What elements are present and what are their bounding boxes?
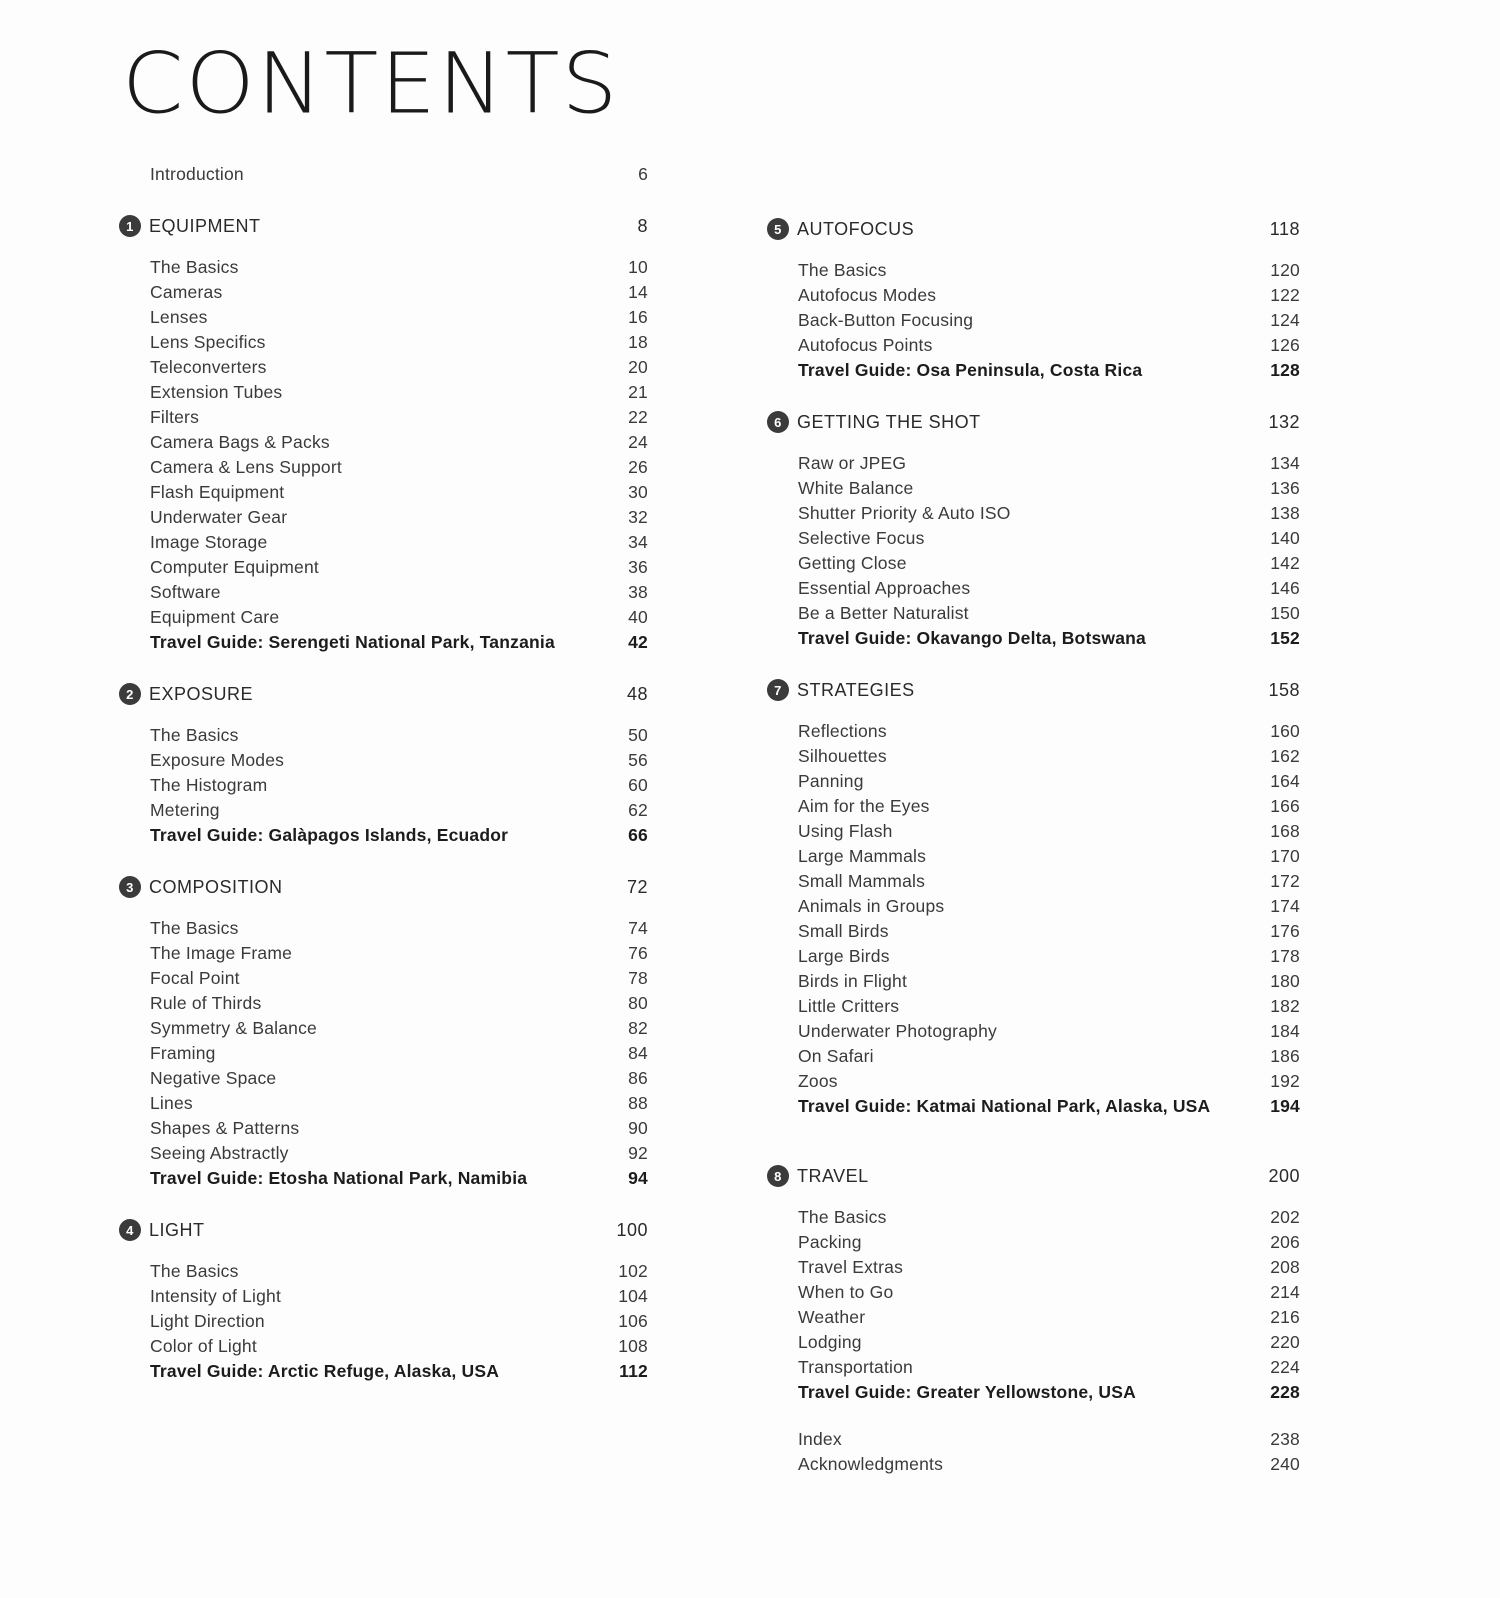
travel-guide-entry[interactable] — [766, 628, 1300, 653]
toc-entry[interactable] — [766, 771, 1300, 796]
entry-title: Shutter Priority & Auto ISO — [798, 503, 1011, 523]
toc-entry[interactable] — [766, 478, 1300, 503]
travel-guide-entry[interactable] — [766, 1382, 1300, 1407]
entry-title: Panning — [798, 771, 864, 791]
toc-entry[interactable] — [766, 1357, 1300, 1382]
toc-entry[interactable] — [766, 871, 1300, 896]
entry-page: 194 — [1270, 1096, 1300, 1116]
entry-title: Light Direction — [150, 1311, 265, 1331]
entry-page: 30 — [628, 482, 648, 502]
entry-page: 74 — [628, 918, 648, 938]
entry-title: Travel Extras — [798, 1257, 904, 1277]
chapter-entries — [766, 1207, 1300, 1407]
toc-entry[interactable] — [766, 453, 1300, 478]
travel-guide-entry[interactable] — [118, 1168, 648, 1193]
chapter-heading-travel[interactable] — [766, 1161, 1300, 1191]
toc-entry[interactable] — [118, 1261, 648, 1286]
toc-entry[interactable] — [118, 357, 648, 382]
entry-page: 206 — [1270, 1232, 1300, 1252]
entry-page: 21 — [628, 382, 648, 402]
entry-page: 216 — [1270, 1307, 1300, 1327]
entry-page: 192 — [1270, 1071, 1300, 1091]
entry-title: Extension Tubes — [150, 382, 283, 402]
toc-entry[interactable] — [766, 996, 1300, 1021]
entry-page: 106 — [618, 1311, 648, 1331]
toc-entry[interactable] — [118, 582, 648, 607]
entry-page: 20 — [628, 357, 648, 377]
toc-entry[interactable] — [766, 503, 1300, 528]
entry-title: Negative Space — [150, 1068, 277, 1088]
entry-page: 38 — [628, 582, 648, 602]
chapter-entries — [118, 1261, 648, 1386]
entry-page: 176 — [1270, 921, 1300, 941]
chapter-heading-equipment[interactable] — [118, 211, 648, 241]
entry-title: Silhouettes — [798, 746, 887, 766]
travel-guide-entry[interactable] — [118, 1361, 648, 1386]
entry-page: 90 — [628, 1118, 648, 1138]
entry-page: 138 — [1270, 503, 1300, 523]
chapter-entries — [766, 721, 1300, 1121]
entry-title: Lines — [150, 1093, 193, 1113]
entry-page: 14 — [628, 282, 648, 302]
entry-page: 162 — [1270, 746, 1300, 766]
toc-entry[interactable] — [118, 382, 648, 407]
entry-title: Index — [798, 1429, 842, 1449]
entry-title: Computer Equipment — [150, 557, 319, 577]
entry-page: 102 — [618, 1261, 648, 1281]
entry-page: 40 — [628, 607, 648, 627]
entry-page: 62 — [628, 800, 648, 820]
chapter-entries — [118, 257, 648, 657]
chapter-page: 48 — [626, 683, 648, 704]
chapter-heading-strategies[interactable] — [766, 675, 1300, 705]
entry-title: The Histogram — [150, 775, 268, 795]
entry-page: 152 — [1270, 628, 1300, 648]
entry-page: 184 — [1270, 1021, 1300, 1041]
travel-guide-entry[interactable] — [118, 825, 648, 850]
toc-entry[interactable] — [766, 1207, 1300, 1232]
entry-page: 240 — [1270, 1454, 1300, 1474]
toc-entry[interactable] — [118, 1068, 648, 1093]
toc-entry[interactable] — [766, 796, 1300, 821]
entry-title: Travel Guide: Okavango Delta, Botswana — [798, 628, 1146, 648]
toc-entry[interactable] — [766, 1071, 1300, 1096]
toc-entry[interactable] — [118, 968, 648, 993]
entry-page: 22 — [628, 407, 648, 427]
entry-title: Lenses — [150, 307, 208, 327]
entry-title: Travel Guide: Arctic Refuge, Alaska, USA — [150, 1361, 500, 1381]
entry-page: 126 — [1270, 335, 1300, 355]
entry-title: Small Birds — [798, 921, 889, 941]
toc-entry[interactable] — [766, 310, 1300, 335]
entry-title: Filters — [150, 407, 200, 427]
entry-title: Travel Guide: Galàpagos Islands, Ecuador — [150, 825, 509, 845]
entry-page: 92 — [628, 1143, 648, 1163]
entry-page: 82 — [628, 1018, 648, 1038]
entry-title: Focal Point — [150, 968, 240, 988]
entry-title: Aim for the Eyes — [798, 796, 930, 816]
toc-entry[interactable] — [118, 800, 648, 825]
entry-title: Shapes & Patterns — [150, 1118, 300, 1138]
entry-page: 94 — [628, 1168, 648, 1188]
entry-page: 160 — [1270, 721, 1300, 741]
toc-entry[interactable] — [118, 307, 648, 332]
chapter-heading-composition[interactable] — [118, 872, 648, 902]
entry-page: 60 — [628, 775, 648, 795]
entry-page: 220 — [1270, 1332, 1300, 1352]
chapter-title: EQUIPMENT — [149, 215, 261, 236]
entry-title: Getting Close — [798, 553, 907, 573]
entry-page: 140 — [1270, 528, 1300, 548]
toc-entry[interactable] — [118, 725, 648, 750]
toc-entry[interactable] — [766, 1046, 1300, 1071]
chapter-entries — [118, 918, 648, 1193]
entry-page: 202 — [1270, 1207, 1300, 1227]
entry-page: 172 — [1270, 871, 1300, 891]
entry-title: Back-Button Focusing — [798, 310, 974, 330]
chapter-number-badge: 4 — [119, 1219, 141, 1241]
entry-title: Using Flash — [798, 821, 893, 841]
chapter-number-badge: 3 — [119, 876, 141, 898]
entry-page: 164 — [1270, 771, 1300, 791]
toc-entry[interactable] — [118, 750, 648, 775]
entry-page: 128 — [1270, 360, 1300, 380]
toc-entry[interactable] — [766, 971, 1300, 996]
entry-title: Image Storage — [150, 532, 268, 552]
chapter-title: AUTOFOCUS — [797, 218, 915, 239]
toc-entry[interactable] — [118, 607, 648, 632]
front-matter-row[interactable] — [118, 164, 648, 189]
entry-title: The Basics — [798, 1207, 887, 1227]
travel-guide-entry[interactable] — [766, 1096, 1300, 1121]
entry-title: Lens Specifics — [150, 332, 266, 352]
entry-title: The Basics — [150, 1261, 239, 1281]
entry-page: 24 — [628, 432, 648, 452]
toc-entry[interactable] — [766, 846, 1300, 871]
chapter-title: COMPOSITION — [149, 876, 283, 897]
toc-entry[interactable] — [766, 746, 1300, 771]
entry-page: 180 — [1270, 971, 1300, 991]
entry-title: Software — [150, 582, 221, 602]
chapter-number-badge: 5 — [767, 218, 789, 240]
toc-entry[interactable] — [118, 432, 648, 457]
chapter-page: 8 — [637, 215, 648, 236]
chapter-number-badge: 7 — [767, 679, 789, 701]
entry-title: Travel Guide: Greater Yellowstone, USA — [798, 1382, 1136, 1402]
toc-entry[interactable] — [118, 775, 648, 800]
toc-entry[interactable] — [766, 1232, 1300, 1257]
entry-page: 174 — [1270, 896, 1300, 916]
chapter-heading-getting-the-shot[interactable] — [766, 407, 1300, 437]
entry-page: 36 — [628, 557, 648, 577]
entry-title: Rule of Thirds — [150, 993, 262, 1013]
chapter-page: 200 — [1268, 1165, 1300, 1186]
entry-title: Reflections — [798, 721, 887, 741]
chapter-number-badge: 2 — [119, 683, 141, 705]
chapter-title: TRAVEL — [797, 1165, 869, 1186]
entry-page: 166 — [1270, 796, 1300, 816]
chapter-entries — [766, 260, 1300, 385]
toc-entry[interactable] — [118, 482, 648, 507]
entry-page: 142 — [1270, 553, 1300, 573]
toc-entry[interactable] — [118, 507, 648, 532]
toc-entry[interactable] — [766, 260, 1300, 285]
entry-title: Travel Guide: Serengeti National Park, Tanzania — [150, 632, 555, 652]
entry-title: Little Critters — [798, 996, 900, 1016]
chapter-entries — [118, 725, 648, 850]
entry-title: Weather — [798, 1307, 866, 1327]
entry-page: 170 — [1270, 846, 1300, 866]
toc-entry[interactable] — [118, 282, 648, 307]
entry-title: Selective Focus — [798, 528, 925, 548]
entry-title: Camera Bags & Packs — [150, 432, 330, 452]
entry-title: Raw or JPEG — [798, 453, 907, 473]
page-title: CONTENTS — [122, 34, 620, 133]
entry-title: Travel Guide: Osa Peninsula, Costa Rica — [798, 360, 1143, 380]
chapter-title: STRATEGIES — [797, 679, 915, 700]
toc-entry[interactable] — [118, 943, 648, 968]
entry-page: 78 — [628, 968, 648, 988]
entry-title: Birds in Flight — [798, 971, 908, 991]
entry-title: Transportation — [798, 1357, 913, 1377]
toc-entry[interactable] — [118, 532, 648, 557]
toc-entry[interactable] — [766, 946, 1300, 971]
entry-title: Travel Guide: Katmai National Park, Alaska, USA — [798, 1096, 1211, 1116]
toc-entry[interactable] — [766, 921, 1300, 946]
entry-title: Color of Light — [150, 1336, 257, 1356]
entry-title: On Safari — [798, 1046, 874, 1066]
entry-title: Framing — [150, 1043, 216, 1063]
entry-page: 32 — [628, 507, 648, 527]
acknowledgments-entry[interactable] — [766, 1454, 1300, 1479]
toc-entry[interactable] — [118, 993, 648, 1018]
entry-page: 168 — [1270, 821, 1300, 841]
toc-entry[interactable] — [118, 457, 648, 482]
entry-page: 104 — [618, 1286, 648, 1306]
travel-guide-entry[interactable] — [118, 632, 648, 657]
entry-title: Seeing Abstractly — [150, 1143, 289, 1163]
entry-page: 150 — [1270, 603, 1300, 623]
toc-entry[interactable] — [118, 1018, 648, 1043]
entry-title: Autofocus Points — [798, 335, 933, 355]
entry-page: 136 — [1270, 478, 1300, 498]
entry-title: Autofocus Modes — [798, 285, 937, 305]
entry-title: The Basics — [798, 260, 887, 280]
chapter-heading-autofocus[interactable] — [766, 214, 1300, 244]
toc-entry[interactable] — [118, 1286, 648, 1311]
entry-title: Symmetry & Balance — [150, 1018, 317, 1038]
entry-title: Teleconverters — [150, 357, 267, 377]
entry-page: 88 — [628, 1093, 648, 1113]
toc-entry[interactable] — [118, 1118, 648, 1143]
entry-page: 224 — [1270, 1357, 1300, 1377]
toc-entry[interactable] — [118, 1043, 648, 1068]
entry-page: 66 — [628, 825, 648, 845]
entry-title: Large Mammals — [798, 846, 927, 866]
entry-page: 120 — [1270, 260, 1300, 280]
entry-title: Underwater Photography — [798, 1021, 997, 1041]
toc-entry[interactable] — [766, 1021, 1300, 1046]
toc-entry[interactable] — [766, 285, 1300, 310]
toc-entry[interactable] — [766, 578, 1300, 603]
entry-title: Large Birds — [798, 946, 890, 966]
entry-title: White Balance — [798, 478, 914, 498]
contents-column-left — [118, 164, 648, 1386]
entry-page: 76 — [628, 943, 648, 963]
toc-entry[interactable] — [118, 407, 648, 432]
chapter-number-badge: 1 — [119, 215, 141, 237]
entry-page: 26 — [628, 457, 648, 477]
toc-entry[interactable] — [766, 603, 1300, 628]
entry-page: 80 — [628, 993, 648, 1013]
toc-entry[interactable] — [766, 1332, 1300, 1357]
entry-page: 146 — [1270, 578, 1300, 598]
entry-title: Equipment Care — [150, 607, 280, 627]
entry-page: 134 — [1270, 453, 1300, 473]
entry-page: 10 — [628, 257, 648, 277]
toc-entry[interactable] — [766, 821, 1300, 846]
toc-entry[interactable] — [766, 335, 1300, 360]
entry-title: Essential Approaches — [798, 578, 971, 598]
entry-title: Small Mammals — [798, 871, 926, 891]
entry-page: 50 — [628, 725, 648, 745]
chapter-title: GETTING THE SHOT — [797, 411, 981, 432]
toc-entry[interactable] — [118, 332, 648, 357]
toc-entry[interactable] — [766, 1282, 1300, 1307]
chapter-page: 72 — [626, 876, 648, 897]
entry-page: 112 — [619, 1361, 648, 1381]
entry-title: Lodging — [798, 1332, 862, 1352]
entry-title: Exposure Modes — [150, 750, 285, 770]
contents-column-right — [766, 214, 1300, 1479]
entry-page: 124 — [1270, 310, 1300, 330]
entry-title: Zoos — [798, 1071, 838, 1091]
entry-title: When to Go — [798, 1282, 894, 1302]
chapter-page: 158 — [1268, 679, 1300, 700]
entry-title: Be a Better Naturalist — [798, 603, 969, 623]
toc-entry[interactable] — [766, 1257, 1300, 1282]
toc-entry[interactable] — [118, 1311, 648, 1336]
chapter-entries — [766, 453, 1300, 653]
entry-page: 182 — [1270, 996, 1300, 1016]
toc-entry[interactable] — [766, 1307, 1300, 1332]
entry-page: 186 — [1270, 1046, 1300, 1066]
entry-title: Packing — [798, 1232, 862, 1252]
entry-page: 86 — [628, 1068, 648, 1088]
chapter-title: EXPOSURE — [149, 683, 254, 704]
entry-title: Intensity of Light — [150, 1286, 282, 1306]
entry-page: 208 — [1270, 1257, 1300, 1277]
entry-page: 108 — [618, 1336, 648, 1356]
toc-entry[interactable] — [118, 257, 648, 282]
toc-entry[interactable] — [766, 896, 1300, 921]
chapter-number-badge: 8 — [767, 1165, 789, 1187]
toc-entry[interactable] — [118, 918, 648, 943]
entry-page: 178 — [1270, 946, 1300, 966]
chapter-number-badge: 6 — [767, 411, 789, 433]
entry-page: 16 — [628, 307, 648, 327]
chapter-page: 100 — [616, 1219, 648, 1240]
chapter-title: LIGHT — [149, 1219, 205, 1240]
toc-entry[interactable] — [118, 1093, 648, 1118]
entry-title: The Image Frame — [150, 943, 293, 963]
entry-page: 238 — [1270, 1429, 1300, 1449]
toc-entry[interactable] — [766, 553, 1300, 578]
entry-title: The Basics — [150, 725, 239, 745]
entry-title: Metering — [150, 800, 220, 820]
toc-entry[interactable] — [118, 557, 648, 582]
chapter-page: 132 — [1268, 411, 1300, 432]
toc-entry[interactable] — [766, 528, 1300, 553]
entry-page: 56 — [628, 750, 648, 770]
entry-title: Animals in Groups — [798, 896, 945, 916]
entry-title: Underwater Gear — [150, 507, 288, 527]
index-entry[interactable] — [766, 1429, 1300, 1454]
entry-title: Flash Equipment — [150, 482, 285, 502]
entry-page: 34 — [628, 532, 648, 552]
entry-title: Introduction — [150, 164, 244, 184]
entry-title: The Basics — [150, 257, 239, 277]
entry-title: Travel Guide: Etosha National Park, Namibia — [150, 1168, 528, 1188]
entry-title: Cameras — [150, 282, 223, 302]
entry-page: 18 — [628, 332, 648, 352]
chapter-heading-exposure[interactable] — [118, 679, 648, 709]
toc-entry[interactable] — [118, 1336, 648, 1361]
entry-title: Camera & Lens Support — [150, 457, 342, 477]
entry-page: 42 — [628, 632, 648, 652]
travel-guide-entry[interactable] — [766, 360, 1300, 385]
entry-title: Acknowledgments — [798, 1454, 944, 1474]
entry-page: 84 — [628, 1043, 648, 1063]
toc-entry[interactable] — [766, 721, 1300, 746]
entry-title: The Basics — [150, 918, 239, 938]
chapter-heading-light[interactable] — [118, 1215, 648, 1245]
entry-page: 228 — [1270, 1382, 1300, 1402]
entry-page: 6 — [638, 164, 648, 184]
entry-page: 122 — [1270, 285, 1300, 305]
chapter-page: 118 — [1269, 218, 1300, 239]
toc-entry[interactable] — [118, 1143, 648, 1168]
entry-page: 214 — [1270, 1282, 1300, 1302]
